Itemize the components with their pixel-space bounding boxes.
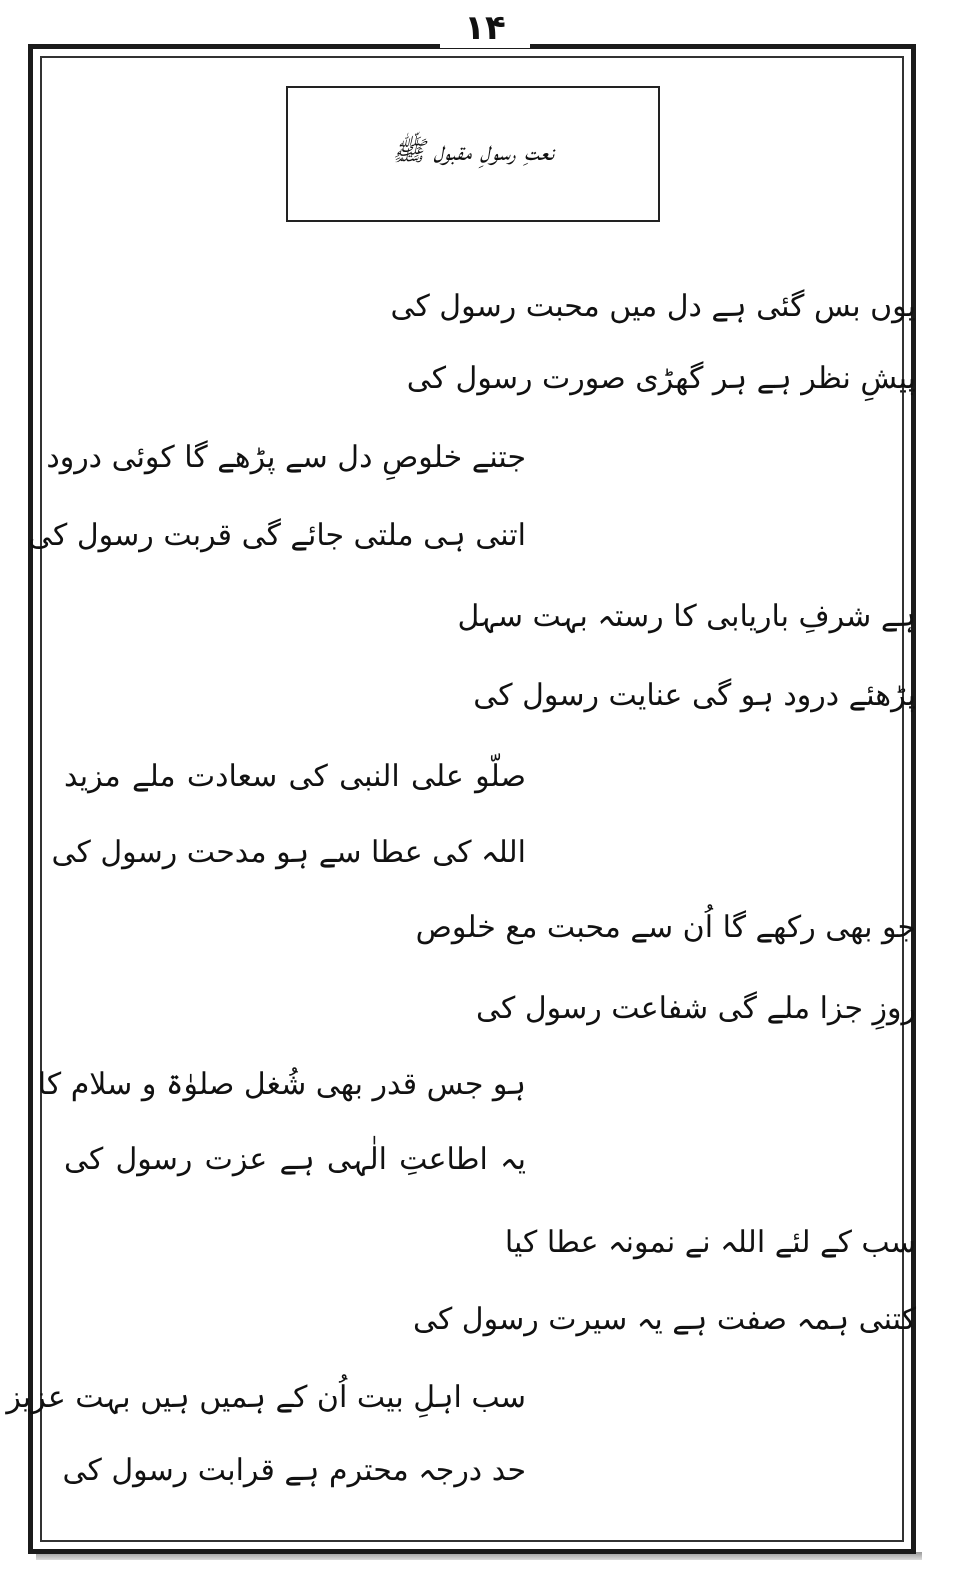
verse-line-11: ہو جس قدر بھی شُغل صلوٰۃ و سلام کا <box>37 1067 526 1102</box>
poem-title: نعتِ رسولِ مقبول ﷺ <box>392 136 554 167</box>
verse-line-12: یہ اطاعتِ الٰہی ہے عزت رسول کی <box>64 1142 526 1177</box>
verse-line-3: جتنے خلوصِ دل سے پڑھے گا کوئی درود <box>46 440 526 475</box>
verse-line-4: اتنی ہی ملتی جائے گی قربت رسول کی <box>28 518 526 553</box>
verse-line-16: حد درجہ محترم ہے قرابت رسول کی <box>62 1453 526 1488</box>
verse-line-9: جو بھی رکھے گا اُن سے محبت مع خلوص <box>415 910 916 945</box>
verse-line-1: یوں بس گئی ہے دل میں محبت رسول کی <box>390 289 916 324</box>
verse-line-14: کتنی ہمہ صفت ہے یہ سیرت رسول کی <box>412 1302 916 1337</box>
verse-line-13: سب کے لئے اللہ نے نمونہ عطا کیا <box>504 1225 916 1260</box>
verse-line-7: صلّو علی النبی کی سعادت ملے مزید <box>64 759 526 794</box>
verse-line-10: روزِ جزا ملے گی شفاعت رسول کی <box>476 991 916 1026</box>
verse-line-2: پیشِ نظر ہے ہر گھڑی صورت رسول کی <box>406 361 916 396</box>
verse-line-15: سب اہلِ بیت اُن کے ہمیں ہیں بہت عزیز <box>6 1380 526 1415</box>
page-number: ۱۴ <box>440 8 530 48</box>
verse-line-5: ہے شرفِ باریابی کا رستہ بہت سہل <box>457 599 916 634</box>
verse-line-6: پڑھئے درود ہو گی عنایت رسول کی <box>473 678 916 713</box>
verse-line-8: اللہ کی عطا سے ہو مدحت رسول کی <box>51 835 526 870</box>
title-box <box>286 86 660 222</box>
